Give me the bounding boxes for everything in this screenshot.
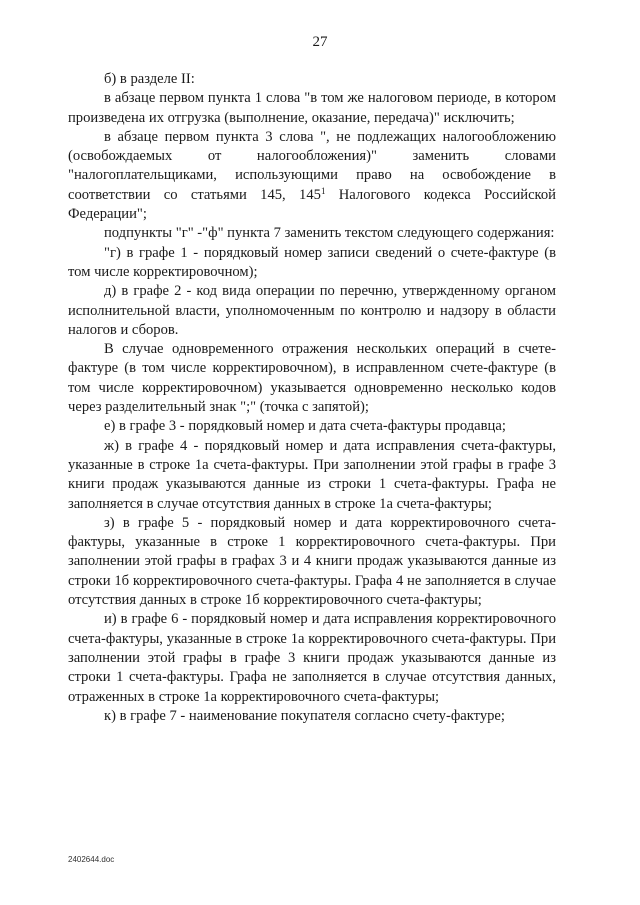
- paragraph-section-heading: б) в разделе II:: [104, 71, 195, 87]
- paragraph-text: Налогового кодекса Российской Федерации";: [68, 186, 556, 223]
- document-body: [68, 70, 556, 726]
- paragraph: з) в графе 5 - порядковый номер и дата корректировочного счета-фактуры, указанные в строке 1 корректировочного счета-фактуры. При заполнении этой графы в графах 3 и 4 книги продаж указываются данные из строки 1б корректировочного счета-фактуры. Графа 4 не заполняется в случае отсутствия данных в строке 1б корректировочного счета-фактуры;: [68, 514, 556, 609]
- paragraph: [68, 128, 556, 224]
- paragraph: ж) в графе 4 - порядковый номер и дата исправления счета-фактуры, указанные в строке 1а счета-фактуры. При заполнении этой графы в графе 3 книги продаж указываются данные из строки 1 счета-фактуры. Графа не заполняется в случае отсутствия данных в строке 1а счета-фактуры;: [68, 437, 556, 512]
- paragraph: к) в графе 7 - наименование покупателя согласно счету-фактуре;: [104, 707, 505, 724]
- paragraph: В случае одновременного отражения нескольких операций в счете-фактуре (в том числе корректировочном), в исправленном счете-фактуре (в том числе корректировочном) указывается одновременно несколько кодов через разделительный знак ";" (точка с запятой);: [68, 341, 556, 416]
- paragraph: и) в графе 6 - порядковый номер и дата исправления корректировочного счета-фактуры, указанные в строке 1а корректировочного счета-фактуры. При заполнении этой графы в графе 3 книги продаж указываются данные из строки 1 счета-фактуры. Графа не заполняется в случае отсутствия данных, отраженных в строке 1а корректировочного счета-фактуры;: [68, 611, 556, 705]
- paragraph: в абзаце первом пункта 1 слова "в том же налоговом периоде, в котором произведена их отгрузка (выполнение, оказание, передача)" исключить;: [68, 90, 556, 126]
- paragraph: "г) в графе 1 - порядковый номер записи сведений о счете-фактуре (в том числе корректировочном);: [68, 244, 556, 280]
- page-number: 27: [312, 34, 328, 50]
- paragraph: подпункты "г" -"ф" пункта 7 заменить текстом следующего содержания:: [104, 225, 555, 242]
- superscript: 1: [320, 185, 326, 196]
- paragraph: д) в графе 2 - код вида операции по перечню, утвержденному органом исполнительной власти, уполномоченным по контролю и надзору в области налогов и сборов.: [68, 283, 556, 338]
- footer-file-code: 2402644.doc: [68, 855, 115, 864]
- paragraph: е) в графе 3 - порядковый номер и дата счета-фактуры продавца;: [104, 418, 506, 435]
- paragraph-text: в абзаце первом пункта 3 слова ", не подлежащих налогообложению (освобождаемых от налогообложения)" заменить словами "налогоплательщиками, использующими право на освобождение в соответствии со статьями 145, 145: [68, 128, 556, 203]
